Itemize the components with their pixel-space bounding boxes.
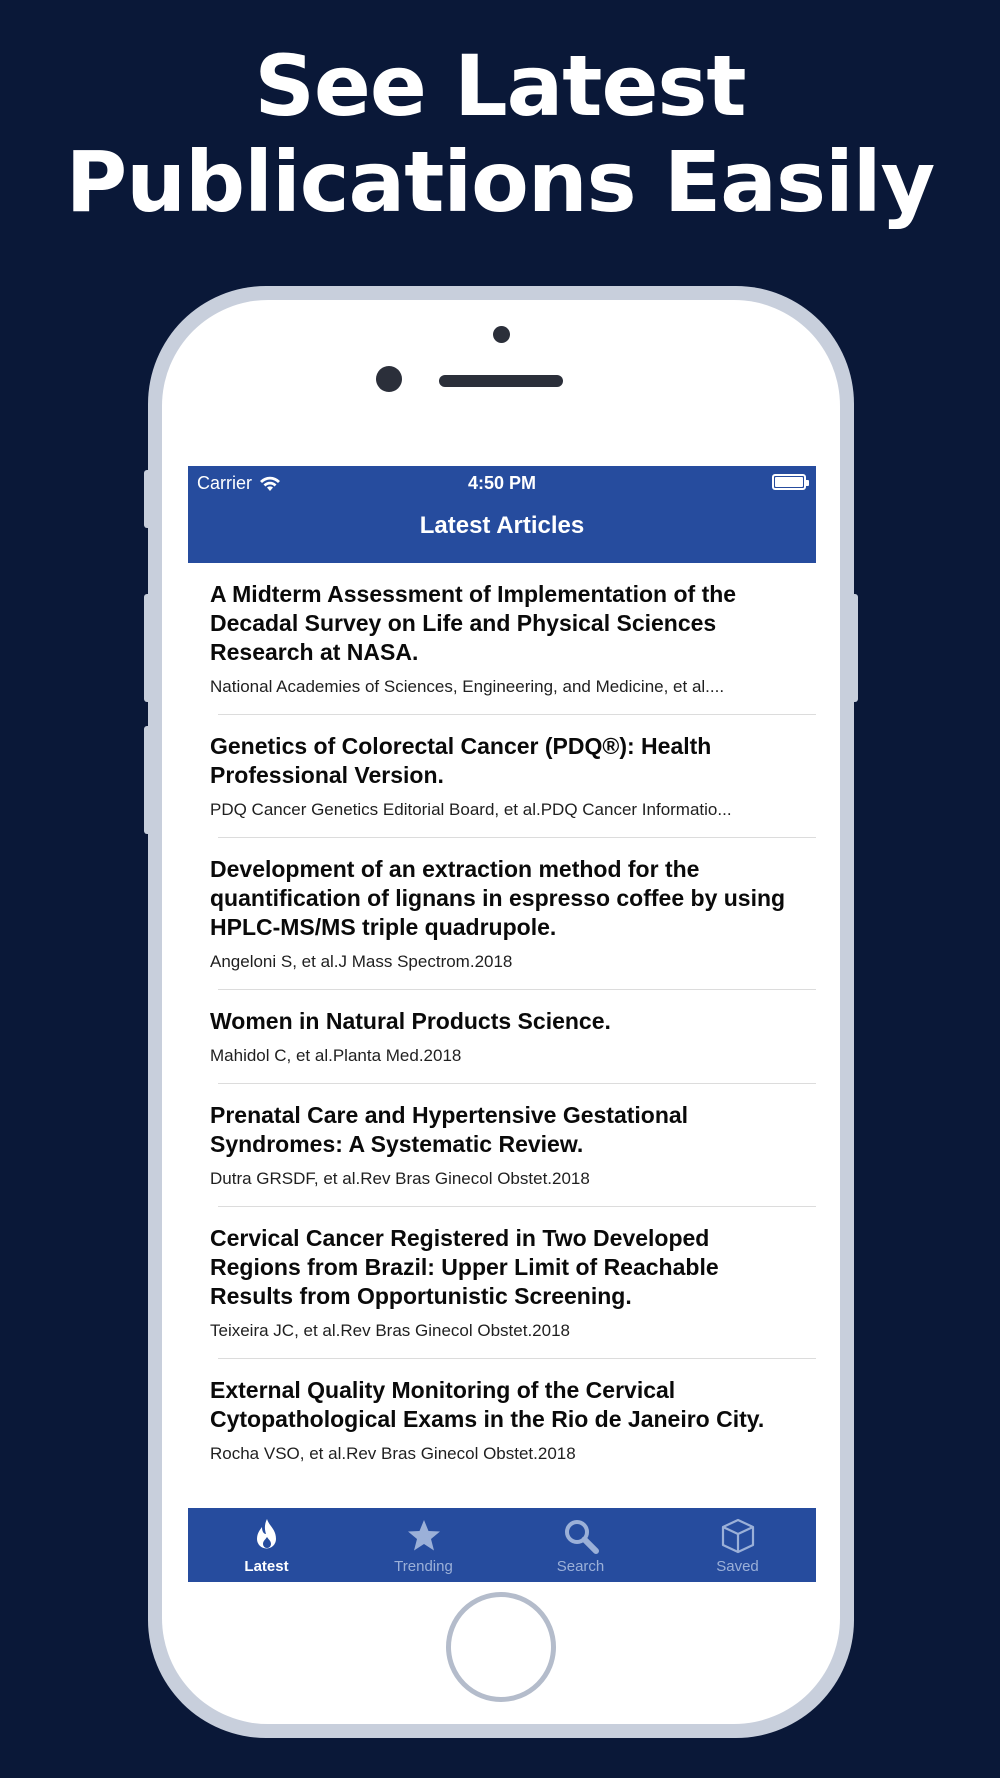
battery-icon bbox=[772, 474, 806, 490]
star-icon bbox=[404, 1516, 444, 1556]
tab-saved[interactable] bbox=[659, 1508, 816, 1582]
list-item[interactable] bbox=[188, 563, 816, 715]
front-camera bbox=[493, 326, 510, 343]
list-item[interactable] bbox=[188, 990, 816, 1084]
article-title: A Midterm Assessment of Implementation of the Decadal Survey on Life and Physical Sciences Research at NASA. bbox=[210, 581, 737, 665]
article-title: Cervical Cancer Registered in Two Developed Regions from Brazil: Upper Limit of Reachable Results from Opportunistic Screening. bbox=[210, 1225, 719, 1309]
tab-search[interactable] bbox=[502, 1508, 659, 1582]
status-time: 4:50 PM bbox=[467, 473, 537, 493]
status-bar bbox=[188, 466, 816, 500]
headline-line-2: Publications Easily bbox=[65, 133, 935, 231]
tab-latest[interactable] bbox=[188, 1508, 345, 1582]
article-meta: Mahidol C, et al.Planta Med.2018 bbox=[210, 1046, 462, 1065]
list-item[interactable] bbox=[188, 1359, 816, 1482]
list-item[interactable] bbox=[188, 1207, 816, 1359]
tab-label: Latest bbox=[244, 1558, 289, 1575]
headline-line-1: See Latest bbox=[254, 37, 746, 135]
tab-trending[interactable] bbox=[345, 1508, 502, 1582]
tab-bar bbox=[188, 1508, 816, 1582]
article-title: Prenatal Care and Hypertensive Gestational Syndromes: A Systematic Review. bbox=[210, 1102, 689, 1157]
earpiece-speaker bbox=[439, 375, 563, 387]
article-meta: Teixeira JC, et al.Rev Bras Ginecol Obstet.2018 bbox=[210, 1321, 570, 1340]
box-icon bbox=[718, 1516, 758, 1556]
article-title: Genetics of Colorectal Cancer (PDQ®): Health Professional Version. bbox=[210, 733, 712, 788]
proximity-sensor bbox=[376, 366, 402, 392]
list-item[interactable] bbox=[188, 715, 816, 838]
flame-icon bbox=[247, 1516, 287, 1556]
article-title: Development of an extraction method for the quantification of lignans in espresso coffee by using HPLC-MS/MS triple quadrupole. bbox=[210, 856, 786, 940]
search-icon bbox=[561, 1516, 601, 1556]
tab-label: Saved bbox=[716, 1558, 759, 1575]
article-meta: Angeloni S, et al.J Mass Spectrom.2018 bbox=[210, 952, 513, 971]
tab-label: Trending bbox=[394, 1558, 453, 1575]
article-meta: Dutra GRSDF, et al.Rev Bras Ginecol Obstet.2018 bbox=[210, 1169, 590, 1188]
page-title: Latest Articles bbox=[419, 512, 585, 539]
promo-headline bbox=[0, 38, 1000, 230]
tab-label: Search bbox=[556, 1558, 605, 1575]
navigation-bar bbox=[188, 466, 816, 563]
list-item[interactable] bbox=[188, 838, 816, 990]
battery-level bbox=[775, 477, 803, 487]
home-button bbox=[446, 1592, 556, 1702]
article-title: External Quality Monitoring of the Cervical Cytopathological Exams in the Rio de Janeiro City. bbox=[210, 1377, 765, 1432]
article-meta: Rocha VSO, et al.Rev Bras Ginecol Obstet.2018 bbox=[210, 1444, 576, 1463]
list-item[interactable] bbox=[188, 1084, 816, 1207]
article-list bbox=[188, 563, 816, 1482]
article-title: Women in Natural Products Science. bbox=[210, 1008, 611, 1034]
carrier-label: Carrier bbox=[197, 473, 253, 493]
article-meta: National Academies of Sciences, Engineering, and Medicine, et al.... bbox=[210, 677, 725, 696]
phone-screen bbox=[188, 466, 816, 1582]
article-meta: PDQ Cancer Genetics Editorial Board, et al.PDQ Cancer Informatio... bbox=[210, 800, 732, 819]
